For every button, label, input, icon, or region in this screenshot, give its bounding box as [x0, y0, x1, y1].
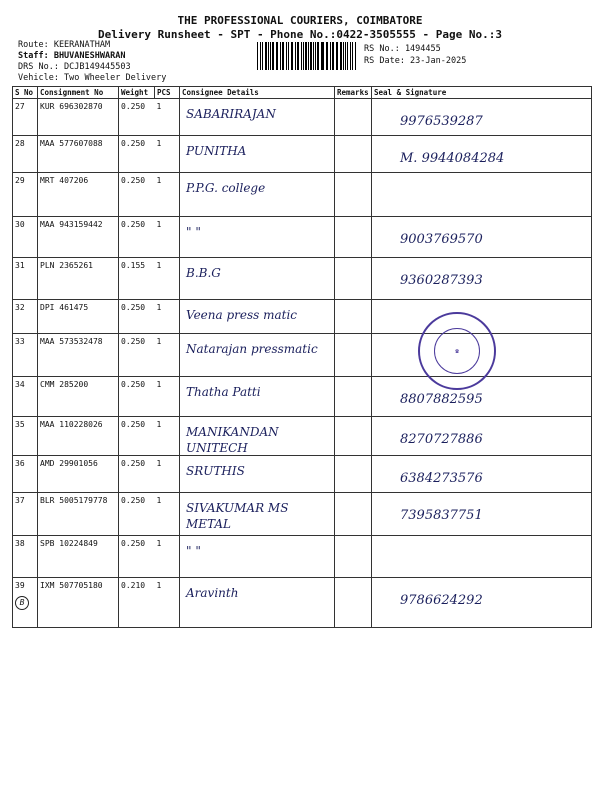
sno-cell [13, 493, 38, 536]
consignment-cell-text: CMM 285200 [40, 380, 89, 389]
pcs-cell-text: 1 [156, 303, 162, 312]
pcs-cell [155, 578, 180, 628]
barcode-bar [337, 42, 338, 70]
consignment-cell-text: DPI 461475 [40, 303, 89, 312]
weight-cell [119, 536, 155, 578]
remarks-cell [335, 99, 372, 136]
barcode-bar [310, 42, 311, 70]
sno-cell [13, 136, 38, 173]
consignment-cell-text: KUR 696302870 [40, 102, 103, 111]
remarks-cell [335, 258, 372, 300]
sno-cell-text: 33 [15, 337, 25, 346]
rs-date: RS Date: 23-Jan-2025 [364, 56, 467, 66]
consignee-handwriting: SIVAKUMAR MS METAL [186, 501, 289, 531]
barcode-bar [262, 42, 263, 70]
col-consignee: Consignee Details [180, 87, 335, 99]
col-pcs: PCS [155, 87, 180, 99]
signature-phone: 8270727886 [400, 432, 483, 447]
weight-cell-text: 0.250 [121, 139, 146, 148]
table-row [13, 377, 592, 417]
pcs-cell-text: 1 [156, 496, 162, 505]
consignee-handwriting: Thatha Patti [186, 385, 261, 399]
consignee-cell [180, 99, 335, 136]
runsheet-table [12, 86, 592, 628]
consignee-cell [180, 417, 335, 456]
barcode-bar [326, 42, 327, 70]
barcode-bar [291, 42, 292, 70]
rs-number: RS No.: 1494455 [364, 44, 441, 54]
table-row [13, 99, 592, 136]
sno-cell [13, 417, 38, 456]
pcs-cell [155, 456, 180, 493]
consignee-handwriting: Veena press matic [186, 308, 298, 322]
remarks-cell [335, 578, 372, 628]
pcs-cell [155, 377, 180, 417]
pcs-cell-text: 1 [156, 380, 162, 389]
table-row [13, 334, 592, 377]
sno-cell-text: 36 [15, 459, 25, 468]
col-weight: Weight [119, 87, 155, 99]
barcode-bar [280, 42, 281, 70]
remarks-cell [335, 493, 372, 536]
barcode-bar [305, 42, 306, 70]
barcode-bar [330, 42, 331, 70]
weight-cell [119, 493, 155, 536]
sno-cell [13, 377, 38, 417]
col-consignment: Consignment No [38, 87, 119, 99]
weight-cell-text: 0.250 [121, 380, 146, 389]
table-row [13, 136, 592, 173]
sno-cell-text: 32 [15, 303, 25, 312]
sno-cell [13, 300, 38, 334]
sno-cell-text: 39 [15, 581, 25, 590]
remarks-cell [335, 217, 372, 258]
route-text: Route: KEERANATHAM [18, 40, 111, 50]
barcode-bar [317, 42, 319, 70]
weight-cell [119, 217, 155, 258]
pcs-cell-text: 1 [156, 176, 162, 185]
signature-phone: 7395837751 [400, 508, 483, 523]
consignment-cell [38, 173, 119, 217]
signature-cell [372, 456, 592, 493]
consignment-cell [38, 493, 119, 536]
sno-cell [13, 99, 38, 136]
table-row [13, 578, 592, 628]
barcode-bar [260, 42, 261, 70]
consignment-cell-text: MAA 943159442 [40, 220, 103, 229]
weight-cell-text: 0.250 [121, 303, 146, 312]
barcode-bar [322, 42, 323, 70]
table-row [13, 417, 592, 456]
barcode-bar [355, 42, 356, 70]
barcode-bar [303, 42, 304, 70]
consignee-handwriting: SABARIRAJAN [186, 107, 276, 121]
consignment-cell-text: MAA 577607088 [40, 139, 103, 148]
sno-cell-text: 31 [15, 261, 25, 270]
barcode-bar [345, 42, 346, 70]
consignment-cell-text: BLR 5005179778 [40, 496, 108, 505]
sno-cell-text: 27 [15, 102, 25, 111]
weight-cell-text: 0.250 [121, 420, 146, 429]
signature-cell [372, 258, 592, 300]
col-remarks: Remarks [335, 87, 372, 99]
remarks-cell [335, 173, 372, 217]
barcode-bar [288, 42, 289, 70]
consignment-cell [38, 417, 119, 456]
pcs-cell [155, 217, 180, 258]
remarks-cell [335, 136, 372, 173]
consignment-cell-text: MAA 110228026 [40, 420, 103, 429]
barcode-bar [321, 42, 322, 70]
consignee-handwriting: " " [186, 544, 201, 558]
pcs-cell [155, 536, 180, 578]
sno-cell [13, 334, 38, 377]
consignee-handwriting: SRUTHIS [186, 464, 245, 478]
circled-mark-icon: B [15, 596, 29, 610]
consignee-cell [180, 377, 335, 417]
weight-cell-text: 0.250 [121, 176, 146, 185]
consignee-handwriting: PUNITHA [186, 144, 247, 158]
barcode-bar [332, 42, 333, 70]
col-seal: Seal & Signature [372, 87, 592, 99]
signature-phone: 9976539287 [400, 114, 483, 129]
company-seal-stamp: ☎ [418, 312, 496, 390]
barcode-bar [272, 42, 273, 70]
sno-cell [13, 173, 38, 217]
sno-cell-text: 34 [15, 380, 25, 389]
consignment-cell-text: MAA 573532478 [40, 337, 103, 346]
sno-cell [13, 456, 38, 493]
consignee-cell [180, 258, 335, 300]
consignment-cell-text: MRT 407206 [40, 176, 89, 185]
company-name: THE PROFESSIONAL COURIERS, COIMBATORE [177, 14, 423, 27]
barcode-bar [336, 42, 337, 70]
weight-cell [119, 99, 155, 136]
sno-cell [13, 258, 38, 300]
signature-cell [372, 377, 592, 417]
table-row [13, 173, 592, 217]
signature-cell [372, 536, 592, 578]
sno-cell-text: 30 [15, 220, 25, 229]
consignee-cell [180, 456, 335, 493]
staff-text: Staff: BHUVANESHWARAN [18, 51, 126, 61]
barcode-bar [340, 42, 342, 70]
table-row [13, 217, 592, 258]
barcode-bar [276, 42, 277, 70]
weight-cell [119, 334, 155, 377]
consignment-cell [38, 536, 119, 578]
sno-cell-text: 37 [15, 496, 25, 505]
barcode-bar [277, 42, 278, 70]
weight-cell-text: 0.250 [121, 539, 146, 548]
barcode-bar [292, 42, 293, 70]
consignment-cell-text: SPB 10224849 [40, 539, 98, 548]
signature-phone: 9786624292 [400, 593, 483, 608]
weight-cell [119, 417, 155, 456]
consignee-handwriting: Natarajan pressmatic [186, 342, 318, 356]
barcode-icon [257, 42, 357, 70]
weight-cell [119, 300, 155, 334]
pcs-cell [155, 136, 180, 173]
remarks-cell [335, 456, 372, 493]
consignment-cell-text: IXM 507705180 [40, 581, 103, 590]
vehicle-text: Vehicle: Two Wheeler Delivery [18, 73, 167, 83]
consignment-cell [38, 99, 119, 136]
weight-cell-text: 0.250 [121, 459, 146, 468]
barcode-bar [301, 42, 302, 70]
barcode-bar [350, 42, 351, 70]
drs-number: DRS No.: DCJB149445503 [18, 62, 131, 72]
remarks-cell [335, 377, 372, 417]
pcs-cell-text: 1 [156, 220, 162, 229]
barcode-bar [270, 42, 271, 70]
pcs-cell [155, 493, 180, 536]
consignment-cell [38, 578, 119, 628]
barcode-bar [265, 42, 267, 70]
sno-cell-text: 29 [15, 176, 25, 185]
table-row [13, 456, 592, 493]
pcs-cell [155, 173, 180, 217]
signature-phone: 6384273576 [400, 471, 483, 486]
consignment-cell [38, 377, 119, 417]
pcs-cell-text: 1 [156, 459, 162, 468]
pcs-cell [155, 334, 180, 377]
consignment-cell [38, 300, 119, 334]
weight-cell [119, 258, 155, 300]
weight-cell [119, 456, 155, 493]
consignee-cell [180, 173, 335, 217]
pcs-cell-text: 1 [156, 581, 162, 590]
barcode-bar [282, 42, 284, 70]
pcs-cell-text: 1 [156, 139, 162, 148]
runsheet-subtitle: Delivery Runsheet - SPT - Phone No.:0422-3505555 - Page No.:3 [98, 28, 502, 41]
barcode-bar [295, 42, 296, 70]
pcs-cell-text: 1 [156, 102, 162, 111]
table-row [13, 258, 592, 300]
consignment-cell [38, 136, 119, 173]
consignee-handwriting: " " [186, 225, 201, 239]
signature-cell [372, 578, 592, 628]
sno-cell-text: 38 [15, 539, 25, 548]
pcs-cell [155, 417, 180, 456]
table-row [13, 493, 592, 536]
barcode-bar [297, 42, 299, 70]
barcode-bar [268, 42, 269, 70]
weight-cell [119, 173, 155, 217]
consignee-cell [180, 217, 335, 258]
consignee-cell [180, 578, 335, 628]
consignment-cell [38, 258, 119, 300]
remarks-cell [335, 417, 372, 456]
sno-cell-text: 35 [15, 420, 25, 429]
pcs-cell-text: 1 [156, 539, 162, 548]
barcode-bar [257, 42, 258, 70]
consignment-cell [38, 456, 119, 493]
weight-cell [119, 136, 155, 173]
pcs-cell [155, 258, 180, 300]
weight-cell-text: 0.250 [121, 220, 146, 229]
signature-cell [372, 136, 592, 173]
remarks-cell [335, 334, 372, 377]
sno-cell [13, 217, 38, 258]
barcode-bar [308, 42, 309, 70]
signature-cell [372, 493, 592, 536]
weight-cell-text: 0.210 [121, 581, 146, 590]
consignee-cell [180, 493, 335, 536]
weight-cell-text: 0.250 [121, 337, 146, 346]
barcode-bar [313, 42, 314, 70]
table-row [13, 300, 592, 334]
barcode-bar [347, 42, 348, 70]
weight-cell-text: 0.155 [121, 261, 146, 270]
pcs-cell-text: 1 [156, 420, 162, 429]
signature-cell [372, 99, 592, 136]
signature-cell [372, 173, 592, 217]
consignee-handwriting: P.P.G. college [186, 181, 266, 195]
consignment-cell-text: PLN 2365261 [40, 261, 93, 270]
weight-cell [119, 578, 155, 628]
table-header-row [13, 87, 592, 99]
col-sno: S No [13, 87, 38, 99]
signature-cell [372, 217, 592, 258]
barcode-bar [286, 42, 287, 70]
sno-cell [13, 578, 38, 628]
remarks-cell [335, 300, 372, 334]
barcode-bar [343, 42, 344, 70]
consignee-cell [180, 300, 335, 334]
barcode-bar [315, 42, 316, 70]
sno-cell-text: 28 [15, 139, 25, 148]
consignment-cell [38, 334, 119, 377]
consignee-cell [180, 136, 335, 173]
consignee-cell [180, 536, 335, 578]
consignee-cell [180, 334, 335, 377]
barcode-bar [352, 42, 353, 70]
weight-cell [119, 377, 155, 417]
signature-phone: M. 9944084284 [400, 151, 505, 166]
sno-cell [13, 536, 38, 578]
signature-phone: 8807882595 [400, 392, 483, 407]
signature-phone: 9360287393 [400, 273, 483, 288]
signature-cell [372, 417, 592, 456]
pcs-cell [155, 300, 180, 334]
pcs-cell [155, 99, 180, 136]
consignee-handwriting: B.B.G [186, 266, 221, 280]
weight-cell-text: 0.250 [121, 496, 146, 505]
pcs-cell-text: 1 [156, 261, 162, 270]
signature-phone: 9003769570 [400, 232, 483, 247]
consignee-handwriting: Aravinth [186, 586, 239, 600]
consignee-handwriting: MANIKANDAN UNITECH [186, 425, 279, 455]
table-row [13, 536, 592, 578]
remarks-cell [335, 536, 372, 578]
weight-cell-text: 0.250 [121, 102, 146, 111]
pcs-cell-text: 1 [156, 337, 162, 346]
barcode-bar [327, 42, 328, 70]
consignment-cell-text: AMD 29901056 [40, 459, 98, 468]
consignment-cell [38, 217, 119, 258]
